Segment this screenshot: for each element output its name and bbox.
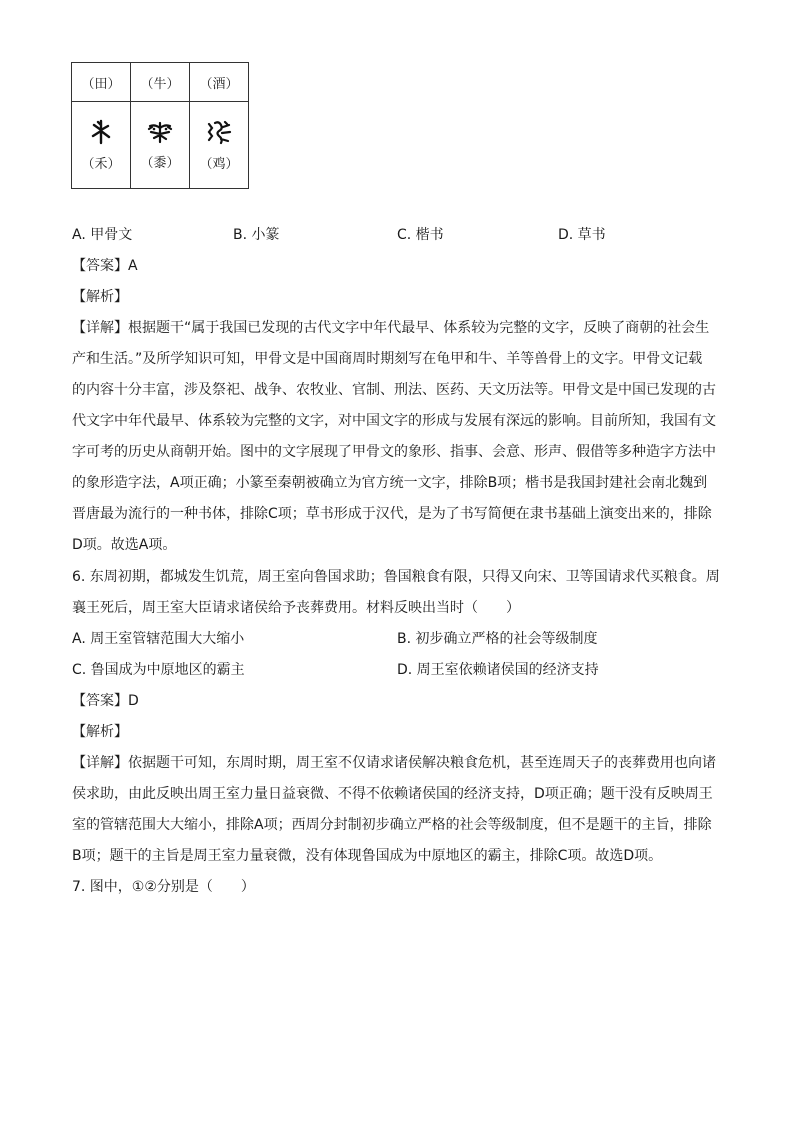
q6-analysis-label: 【解析】 xyxy=(72,724,128,740)
table-cell-he xyxy=(72,102,131,189)
q6-option-a: A. 周王室管辖范围大大缩小 xyxy=(72,631,245,647)
oracle-bone-character-table xyxy=(71,62,249,189)
q6-detail-line-1: 【详解】依据题干可知，东周时期，周王室不仅请求诸侯解决粮食危机，甚至连周天子的丧葬费用也向诸 xyxy=(72,755,716,771)
q6-answer: 【答案】D xyxy=(72,693,139,709)
table-cell-ji xyxy=(190,102,249,189)
q5-analysis-label: 【解析】 xyxy=(72,289,128,305)
q5-option-c: C. 楷书 xyxy=(397,227,444,243)
q6-option-d: D. 周王室依赖诸侯国的经济支持 xyxy=(397,662,599,678)
q6-option-c: C. 鲁国成为中原地区的霸主 xyxy=(72,662,245,678)
q7-stem: 7. 图中，①②分别是（ ） xyxy=(72,879,255,895)
q6-detail-line-3: 室的管辖范围大大缩小，排除A项；西周分封制初步确立严格的社会等级制度，但不是题干的主旨，排除 xyxy=(72,817,712,833)
caption-shu: （黍） xyxy=(140,155,180,171)
q5-detail-line-5: 字可考的历史从商朝开始。图中的文字展现了甲骨文的象形、指事、会意、形声、假借等多种造字方法中 xyxy=(72,444,716,460)
q5-answer: 【答案】A xyxy=(72,258,138,274)
q6-stem-line-2: 襄王死后，周王室大臣请求诸侯给予丧葬费用。材料反映出当时（ ） xyxy=(72,600,520,616)
q5-detail-line-6: 的象形造字法，A项正确；小篆至秦朝被确立为官方统一文字，排除B项；楷书是我国封建社会南北魏到 xyxy=(72,475,708,491)
q5-detail-line-1: 【详解】根据题干“属于我国已发现的古代文字中年代最早、体系较为完整的文字，反映了商朝的社会生 xyxy=(72,320,710,336)
q6-detail-line-2: 侯求助，由此反映出周王室力量日益衰微、不得不依赖诸侯国的经济支持，D项正确；题干没有反映周王 xyxy=(72,786,713,802)
caption-ji: （鸡） xyxy=(199,156,239,172)
caption-he: （禾） xyxy=(81,156,121,172)
q6-detail-line-4: B项；题干的主旨是周王室力量衰微，没有体现鲁国成为中原地区的霸主，排除C项。故选D项。 xyxy=(72,848,663,864)
q6-option-b: B. 初步确立严格的社会等级制度 xyxy=(397,631,598,647)
ancient-millet-glyph-icon xyxy=(146,120,174,144)
ancient-chicken-glyph-icon xyxy=(205,119,233,145)
q5-detail-line-3: 的内容十分丰富，涉及祭祀、战争、农牧业、官制、刑法、医药、天文历法等。甲骨文是中国已发现的古 xyxy=(72,382,716,398)
q5-option-a: A. 甲骨文 xyxy=(72,227,133,243)
q5-detail-line-4: 代文字中年代最早、体系较为完整的文字，对中国文字的形成与发展有深远的影响。目前所知，我国有文 xyxy=(72,413,716,429)
q5-option-d: D. 草书 xyxy=(558,227,606,243)
q5-detail-line-7: 晋唐最为流行的一种书体，排除C项；草书形成于汉代，是为了书写简便在隶书基础上演变出来的，排除 xyxy=(72,506,712,522)
table-cell-jiu: （酒） xyxy=(190,63,249,102)
table-cell-niu: （牛） xyxy=(131,63,190,102)
table-cell-shu xyxy=(131,102,190,189)
ancient-grain-glyph-icon xyxy=(90,119,112,145)
q5-detail-line-8: D项。故选A项。 xyxy=(72,537,177,553)
q5-detail-line-2: 产和生活。”及所学知识可知，甲骨文是中国商周时期刻写在龟甲和牛、羊等兽骨上的文字。甲骨文记载 xyxy=(72,351,703,367)
table-cell-tian: （田） xyxy=(72,63,131,102)
q5-option-b: B. 小篆 xyxy=(233,227,280,243)
q6-stem-line-1: 6. 东周初期，都城发生饥荒，周王室向鲁国求助；鲁国粮食有限，只得又向宋、卫等国请求代买粮食。周 xyxy=(72,569,720,585)
